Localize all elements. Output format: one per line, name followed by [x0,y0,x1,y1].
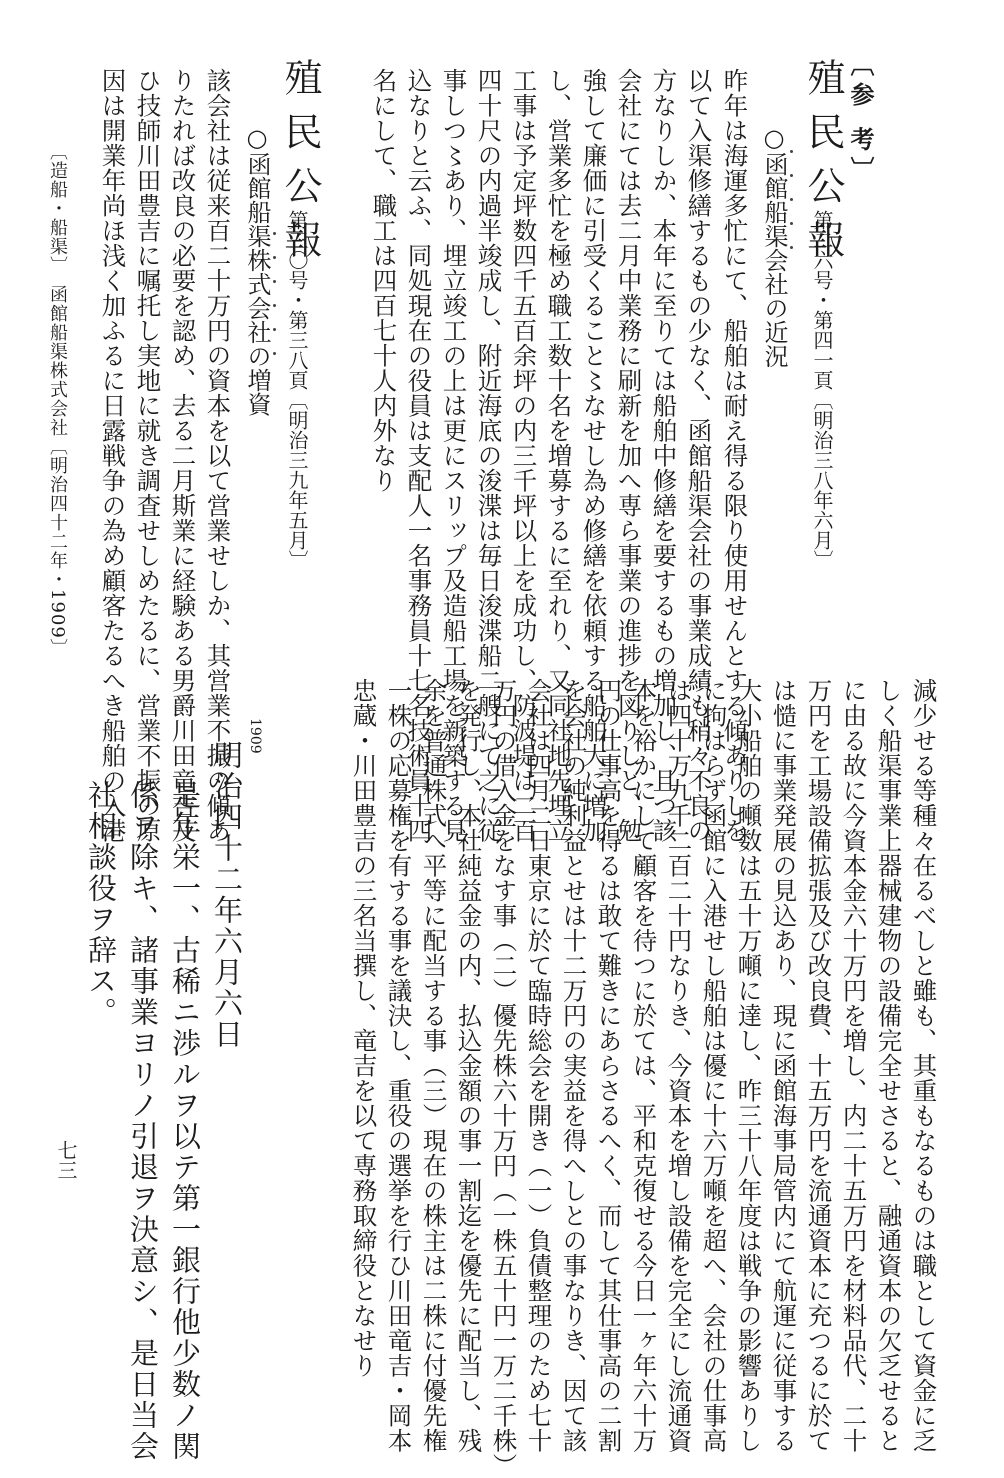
article1-line: 昨年は海運多忙にて、船舶は耐え得る限り使用せんとする傾ありしを [720,68,750,843]
article1-line: 以て入渠修繕するもの少なく、函館船渠会社の事業成績も稍々不良の [684,68,714,843]
article1-heading: ○函館船渠会社の近況 [760,124,788,368]
article2-line: 該会社は従来百二十万円の資本を以て営業せしか、其営業不振の傾あ [203,68,233,843]
lower-line: は慥に事業発展の見込あり、現に函館海事局管内にて航運に従事する [769,678,799,1453]
lower-line: 減少せる等種々在るべしと雖も、其重もなるものは職として資金に乏 [909,678,939,1453]
article2-line: 因は開業年尚ほ浅く加ふるに日露戦争の為め顧客たるへき船舶の入港 [98,68,128,843]
lower-line: 万円を工場設備拡張及び改良費、十五万円を流通資本に充つるに於て [804,678,834,1453]
entry-date: 明治四十二年六月六日 [210,740,244,1050]
article2-source-title: 殖民公報 [278,58,322,274]
article1-line: 方なりしか、本年に至りては船舶中修繕を要するもの増加し、且つ該 [649,68,679,843]
lower-line: 万円の借入金をなす事（二）優先株六十万円（一株五十円一万二千株） [489,678,519,1478]
lower-line: 忠蔵・川田豊吉の三名当撰し、竜吉を以て専務取締役となせり [349,678,379,1378]
article1-source-title: 殖民公報 [801,58,845,274]
lower-line: しく船渠事業上器械建物の設備完全せさると、融通資本の欠乏せると [874,678,904,1453]
lower-line: に由る故に今資本金六十万円を増し、内二十五万円を材料品代、二十 [839,678,869,1453]
entry-line: 是年栄一、古稀ニ渉ルヲ以テ第一銀行他少数ノ関 [168,780,202,1462]
source-note: 〔造船・船渠〕 函館船渠株式会社〔明治四十二年・1909〕 [47,142,68,658]
article1-line: し、営業多忙を極め職工数十名を増募するに至れり、又同社地先埋立 [544,68,574,843]
entry-line: 社相談役ヲ辞ス。 [84,780,118,1028]
lower-line: 本を裕かにして顧客を待つに於ては、平和克復せる今日一ヶ年六十万 [629,678,659,1453]
article2-line: ひ技師川田豊吉に嘱托し実地に就き調査せしめたるに、営業不振の原 [133,68,163,843]
article1-line: 工事は予定坪数四千五百余坪の内三千坪以上を成功し、防波堤は二百 [509,68,539,843]
article2-line: りたれば改良の必要を認め、去る二月斯業に経験ある男爵川田竜吉及 [168,68,198,843]
lower-line: 会社は四月二日東京に於て臨時総会を開き（一）負債整理のため七十 [524,678,554,1453]
article2-heading: ○函館船渠株式会社の増資 [243,124,271,416]
article1-line: 強して廉価に引受くること〻なせし為め修繕を依頼する船舶大に増加 [579,68,609,843]
article1-line: 四十尺の内過半竣成し、附近海底の浚渫は毎日浚渫船二艘にて之に従 [474,68,504,843]
article1-line: 込なりと云ふ、同処現在の役員は支配人一名事務員十七名技術員十四 [404,68,434,843]
year-marker: 1909 [247,718,263,754]
lower-line: 余を普通株式へ平等に配当する事（三）現在の株主は二株に付優先権 [419,678,449,1453]
lower-line: を会社の純利益とせは十二万円の実益を得へしとの事なりき、因て該 [559,678,589,1453]
article1-heading-dots [790,150,796,280]
article2-heading-dots [273,232,279,362]
lower-line: 一株の応募権を有する事を議決し、重役の選挙を行ひ川田竜吉・岡本 [384,678,414,1453]
article1-line: 名にして、職工は四百七十人内外なり [369,68,399,493]
article1-citation: 第二六号・第四一頁〔明治三八年六月〕 [810,210,834,570]
page-number: 七三 [54,1140,78,1180]
lower-line: は四十万九千二百二十円なりき、今資本を増し設備を完全にし流通資 [664,678,694,1453]
article1-line: 事しつ〻あり、埋立竣工の上は更にスリップ及造船工場を新築する見 [439,68,469,843]
lower-line: に拘はらず函館に入港せし船舶は優に十六万噸を超へ、会社の仕事高 [699,678,729,1453]
article1-line: 会社にては去二月中業務に刷新を加へ専ら事業の進捗を図りしと、勉 [614,68,644,843]
lower-line: 円の仕事高を得るは敢て難きにあらさるへく、而して其仕事高の二割 [594,678,624,1453]
article2-citation: 第三〇号・第三八頁〔明治三九年五月〕 [285,210,309,570]
entry-line: 係ヲ除キ、諸事業ヨリノ引退ヲ決意シ、是日当会 [126,780,160,1462]
lower-line: 大小船舶の噸数は五十万噸に達し、昨三十八年度は戦争の影響ありし [734,678,764,1453]
lower-line: を発行し、本社純益金の内、払込金額の事一割迄を優先に配当し、残 [454,678,484,1453]
reference-tag: 〔参 考〕 [846,52,875,187]
